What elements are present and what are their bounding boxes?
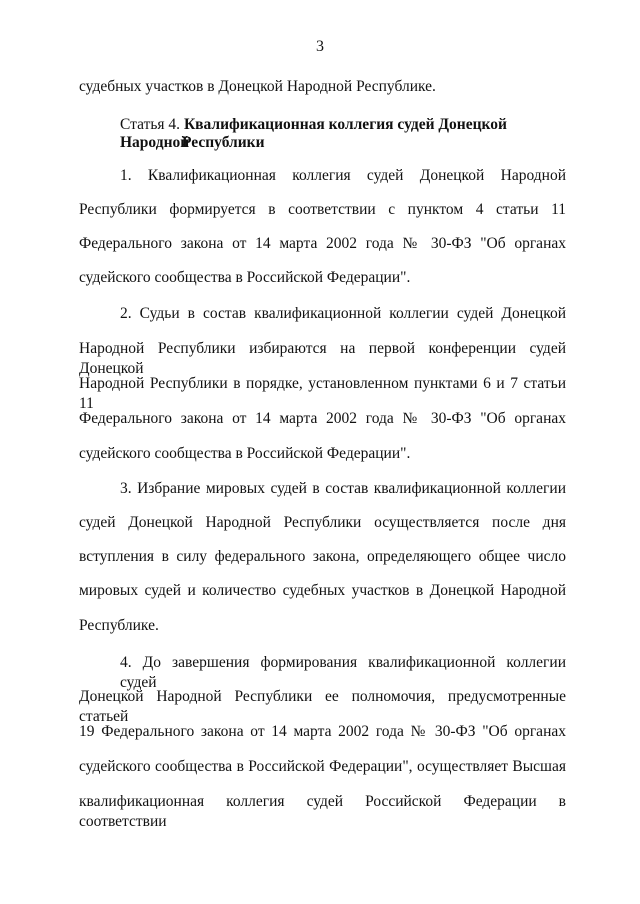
article-title-continued: Республики bbox=[182, 134, 265, 151]
text-line: 2. Судьи в состав квалификационной коллегии судей Донецкой bbox=[120, 305, 566, 322]
text-line: Республики формируется в соответствии с пунктом 4 статьи 11 bbox=[79, 201, 566, 218]
text-line: судейского сообщества в Российской Федерации", осуществляет Высшая bbox=[79, 758, 566, 775]
text-line: судебных участков в Донецкой Народной Республике. bbox=[79, 78, 436, 95]
text-line: Федерального закона от 14 марта 2002 года № 30-ФЗ "Об органах bbox=[79, 235, 566, 252]
text-line: 19 Федерального закона от 14 марта 2002 года № 30-ФЗ "Об органах bbox=[79, 723, 566, 740]
text-line: мировых судей и количество судебных участков в Донецкой Народной bbox=[79, 582, 566, 599]
text-line: Народной Республики в порядке, установленном пунктами 6 и 7 статьи 11 bbox=[79, 375, 566, 412]
text-line: квалификационная коллегия судей Российской Федерации в соответствии bbox=[79, 793, 566, 830]
text-line: судей Донецкой Народной Республики осуществляется после дня bbox=[79, 514, 566, 531]
text-line: вступления в силу федерального закона, определяющего общее число bbox=[79, 548, 566, 565]
text-line: Народной Республики избираются на первой конференции судей Донецкой bbox=[79, 340, 566, 377]
text-line: судейского сообщества в Российской Федерации". bbox=[79, 445, 411, 462]
article-number: Статья 4. bbox=[120, 116, 181, 133]
text-line: Федерального закона от 14 марта 2002 года № 30-ФЗ "Об органах bbox=[79, 410, 566, 427]
text-line: Донецкой Народной Республики ее полномочия, предусмотренные статьей bbox=[79, 688, 566, 725]
text-line: судейского сообщества в Российской Федерации". bbox=[79, 269, 411, 286]
text-line: Республике. bbox=[79, 617, 159, 634]
text-line: 3. Избрание мировых судей в состав квалификационной коллегии bbox=[120, 480, 566, 497]
article-title: Квалификационная коллегия судей Донецкой Народной bbox=[120, 116, 507, 151]
text-line: 1. Квалификационная коллегия судей Донецкой Народной bbox=[120, 167, 566, 184]
page-number: 3 bbox=[316, 38, 324, 55]
text-line: 4. До завершения формирования квалификационной коллегии судей bbox=[120, 654, 566, 691]
